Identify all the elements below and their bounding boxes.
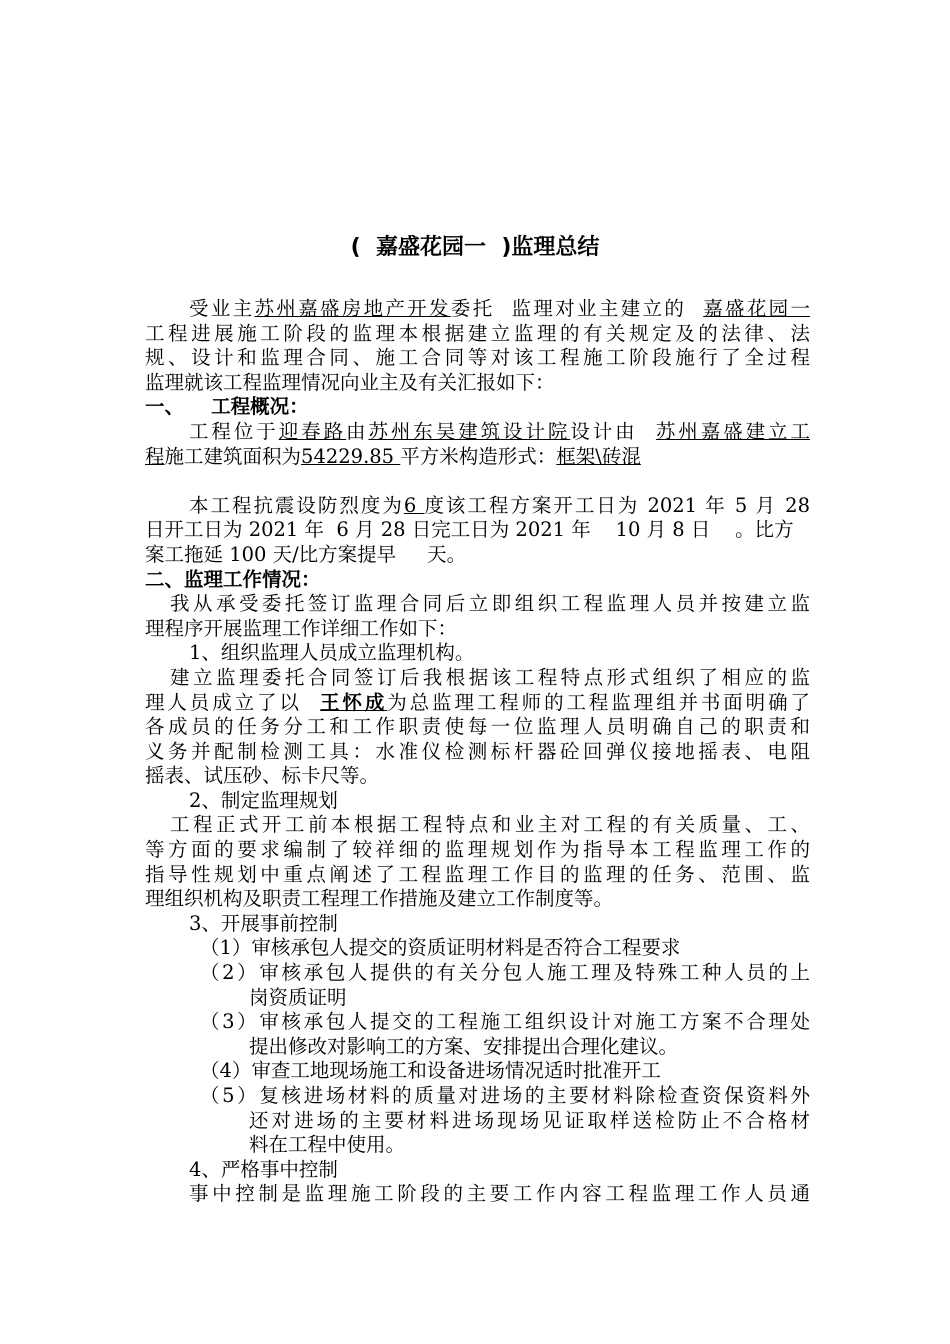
construction-company-cont: 程 [145, 444, 165, 468]
intro-text: 委托 监理对业主建立的 [450, 297, 704, 320]
owner-name: 苏州嘉盛房地产开发 [254, 297, 451, 320]
work-intro-line-2: 理程序开展监理工作详细工作如下： [145, 616, 458, 640]
sub-item-text: 审核承包人提交的工程施工组织设计对施工方案不合理处 [259, 1010, 810, 1034]
item-4-line-1: 事中控制是监理施工阶段的主要工作内容工程监理工作人员通 [189, 1182, 810, 1206]
blank-line [145, 469, 810, 494]
schedule-line-3: 案工拖延 100 天/比方案提早 天。 [145, 542, 467, 566]
document-body [145, 297, 810, 1207]
schedule-line-2: 日开工日为 2021 年 6 月 28 日完工日为 2021 年 10 月 8 日 。比方 [145, 518, 794, 542]
overview-text: 设计由 [570, 419, 656, 443]
item-2-title: 2、制定监理规划 [189, 788, 338, 812]
overview-text: 施工建筑面积为 [164, 444, 302, 468]
document-title: ( 嘉盛花园一 )监理总结 [350, 235, 600, 260]
sub-item-2 [145, 961, 810, 986]
intro-line-2: 工程进展施工阶段的监理本根据建立监理的有关规定及的法律、法 [145, 321, 810, 345]
item-text: 为总监理工程师的工程监理组并书面明确了 [387, 690, 810, 714]
chief-engineer-name: 王怀成 [320, 690, 388, 714]
design-institute: 苏州东吴建筑设计院 [368, 419, 571, 443]
section-number: 一、 [145, 395, 185, 419]
overview-text: 由 [346, 419, 369, 443]
schedule-text: 度该工程方案开工日为 2021 年 5 月 28 [424, 493, 810, 517]
sub-item-number: （2） [200, 961, 260, 985]
seismic-intensity: 6 [403, 493, 425, 517]
sub-item-2-cont: 岗资质证明 [249, 985, 347, 1009]
item-1-line-4: 义务并配制检测工具：水准仪检测标杆器砼回弹仪接地摇表、电阻 [145, 739, 810, 763]
sub-item-number: （4） [200, 1059, 252, 1083]
sub-item-3 [145, 1010, 810, 1035]
item-1-line-1: 建立监理委托合同签订后我根据该工程特点形式组织了相应的监 [170, 665, 810, 689]
overview-line-2 [145, 445, 810, 470]
item-1-line-3: 各成员的任务分工和工作职责使每一位监理人员明确自己的职责和 [145, 715, 810, 739]
construction-company: 苏州嘉盛建立工 [655, 419, 810, 443]
sub-item-5 [145, 1084, 810, 1109]
item-1-line-5: 摇表、试压砂、标卡尺等。 [145, 764, 380, 788]
item-2-line-3: 指导性规划中重点阐述了工程监理工作目的监理的任务、范围、监 [145, 862, 810, 886]
sub-item-number: （3） [200, 1010, 260, 1034]
overview-text: 工程位于 [189, 419, 279, 443]
intro-text: 受业主 [189, 297, 255, 320]
sub-item-text: 复核进场材料的质量对进场的主要材料除检查资保资料外 [259, 1084, 810, 1107]
sub-item-text: 审核承包人提供的有关分包人施工理及特殊工种人员的上 [259, 961, 810, 985]
intro-line-3: 规、设计和监理合同、施工合同等对该工程施工阶段施行了全过程 [145, 346, 810, 370]
sub-item-3-cont: 提出修改对影响工的方案、安排提出合理化建议。 [249, 1034, 679, 1058]
schedule-line-1 [145, 494, 810, 519]
item-text: 理人员成立了以 [145, 690, 321, 714]
sub-item-5-cont-2: 料在工程中使用。 [249, 1133, 406, 1157]
item-1-title: 1、组织监理人员成立监理机构。 [189, 641, 475, 665]
intro-line-4: 监理就该工程监理情况向业主及有关汇报如下： [145, 370, 555, 394]
sub-item-5-cont-1: 还对进场的主要材料进场现场见证取样送检防止不合格材 [249, 1108, 810, 1132]
item-2-line-4: 理组织机构及职责工程理工作措施及建立工作制度等。 [145, 887, 614, 911]
project-location: 迎春路 [278, 419, 347, 443]
overview-line-1 [145, 420, 810, 445]
sub-item-text: 审查工地现场施工和设备进场情况适时批准开工 [251, 1059, 661, 1083]
item-1-line-2 [145, 691, 810, 716]
overview-text: 平方米构造形式： [400, 444, 557, 468]
sub-item-4 [145, 1059, 810, 1084]
sub-item-text: 审核承包人提交的资质证明材料是否符合工程要求 [251, 936, 681, 960]
work-intro-line-1: 我从承受委托签订监理合同后立即组织工程监理人员并按建立监 [170, 592, 810, 616]
item-2-line-2: 等方面的要求编制了较祥细的监理规划作为指导本工程监理工作的 [145, 838, 810, 862]
item-2-line-1: 工程正式开工前本根据工程特点和业主对工程的有关质量、工、 [170, 813, 810, 837]
section-2-heading: 二、监理工作情况： [145, 567, 321, 591]
structure-type: 框架\砖混 [556, 444, 641, 468]
section-1-heading [145, 395, 810, 420]
sub-item-number: （1） [200, 936, 252, 960]
item-3-title: 3、开展事前控制 [189, 911, 338, 935]
sub-item-1 [145, 936, 810, 961]
section-title: 工程概况： [211, 395, 309, 419]
item-4-title: 4、严格事中控制 [189, 1157, 338, 1181]
schedule-text: 本工程抗震设防烈度为 [189, 493, 404, 517]
sub-item-number: （5） [200, 1084, 260, 1107]
project-name: 嘉盛花园一 [703, 297, 810, 320]
building-area: 54229.85 [301, 444, 401, 468]
intro-line-1 [145, 297, 810, 322]
